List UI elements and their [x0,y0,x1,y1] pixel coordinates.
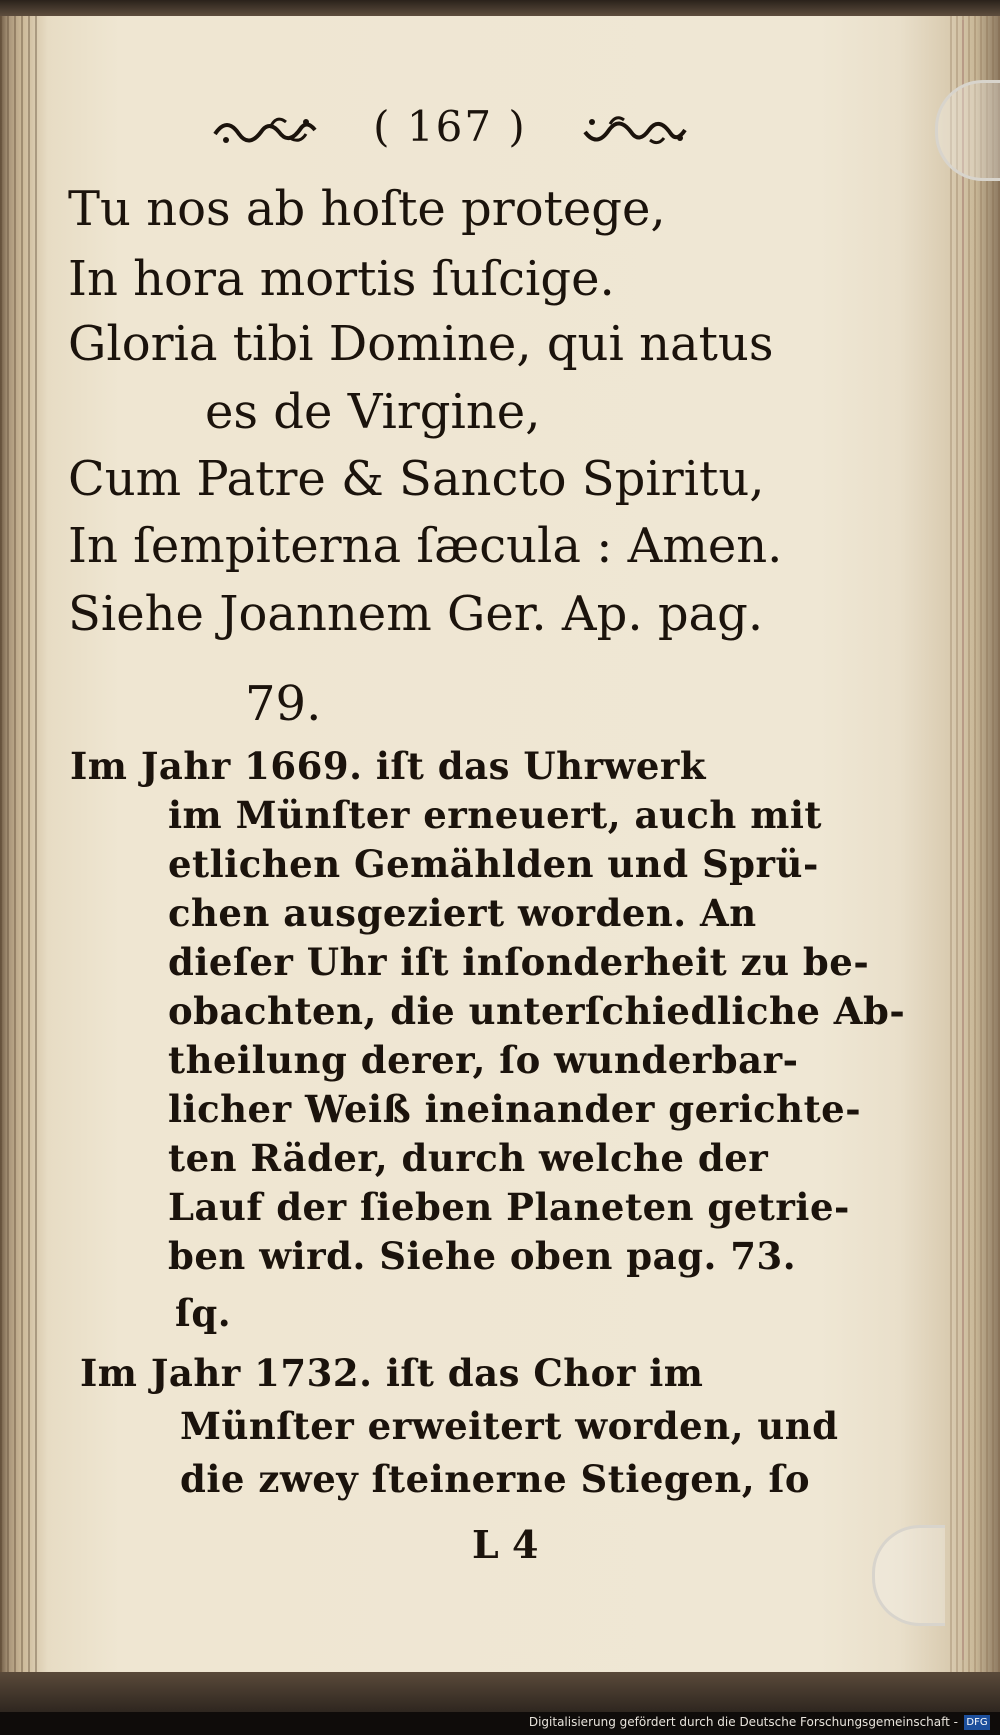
german-line: etlichen Gemählden und Sprü- [168,842,819,886]
latin-line: In hora mortis ſuſcige. [68,251,615,307]
german-line: Im Jahr 1669. iſt das Uhrwerk [70,744,707,788]
right-ornament-icon [580,110,690,150]
latin-line: Siehe Joannem Ger. Ap. pag. [68,586,764,642]
german-line: dieſer Uhr iſt inſonderheit zu be- [168,940,870,984]
page-header [210,102,690,162]
latin-line: es de Virgine, [205,384,541,440]
german-line: Münſter erweitert worden, und [180,1404,839,1448]
footer-credit: Digitalisierung gefördert durch die Deutsche Forschungsgemeinschaft - [528,1715,958,1729]
german-line: ſq. [175,1291,232,1335]
latin-line: 79. [245,676,322,732]
german-line: ben wird. Siehe oben pag. 73. [168,1234,797,1278]
german-line: Lauf der ſieben Planeten getrie- [168,1185,850,1229]
left-ornament-icon [210,110,320,150]
footer-bar [0,1712,1000,1735]
latin-line: Cum Patre & Sancto Spiritu, [68,451,765,507]
german-line: im Münſter erneuert, auch mit [168,793,823,837]
german-line: obachten, die unterſchiedliche Ab- [168,989,906,1033]
signature-mark: L 4 [472,1522,539,1567]
dfg-logo-icon: DFG [964,1715,990,1730]
german-line: licher Weiß ineinander gerichte- [168,1087,862,1131]
latin-line: In ſempiterna ſæcula : Amen. [68,518,783,574]
german-line: ten Räder, durch welche der [168,1136,769,1180]
german-line: Im Jahr 1732. iſt das Chor im [80,1351,704,1395]
page-number: ( 167 ) [373,102,527,151]
latin-line: Tu nos ab hoſte protege, [68,181,666,237]
german-line: die zwey ſteinerne Stiegen, ſo [180,1457,811,1501]
german-line: chen ausgeziert worden. An [168,891,757,935]
german-line: theilung derer, ſo wunderbar- [168,1038,799,1082]
latin-line: Gloria tibi Domine, qui natus [68,316,774,372]
